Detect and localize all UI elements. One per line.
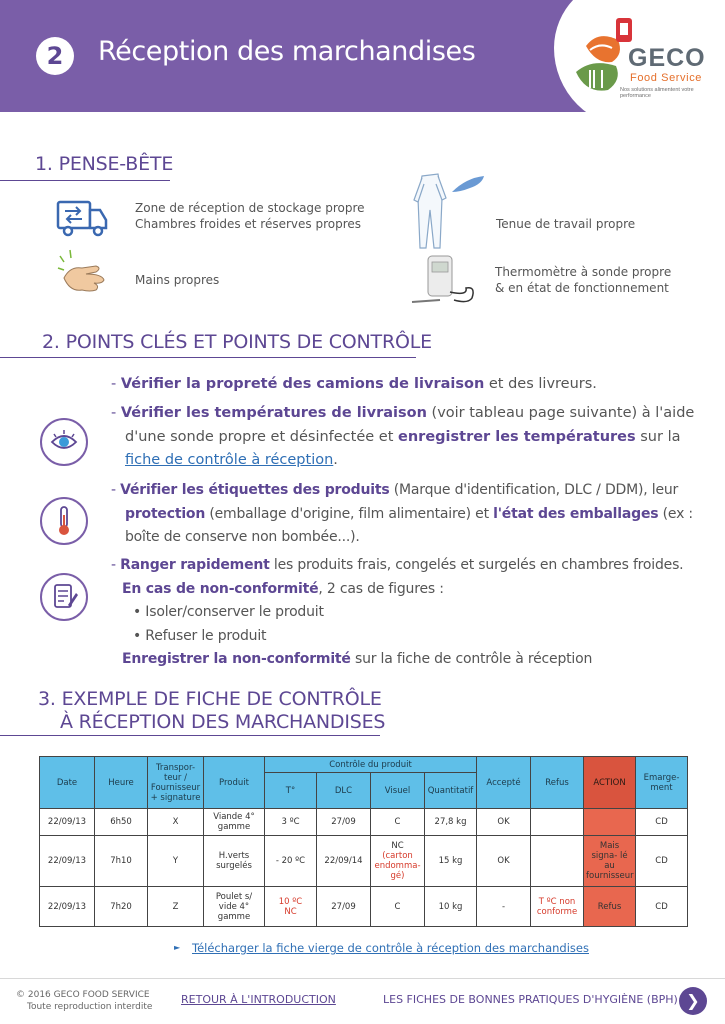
work-clothes-icon	[412, 170, 488, 250]
key-point-trucks: - Vérifier la propreté des camions de livraison et des livreurs.	[111, 376, 597, 392]
key-point-temperatures: - Vérifier les températures de livraison (voir tableau page suivante) à l'aide d'une sonde propre et désinfectée et enregistrer les températures sur la fiche de contrôle à réception.	[111, 405, 695, 468]
back-to-intro-link[interactable]: RETOUR À L'INTRODUCTION	[181, 993, 336, 1006]
logo-tagline: Nos solutions alimentent votre performance	[620, 87, 694, 99]
section-3-underline	[0, 735, 380, 736]
section-1-title: 1. PENSE-BÊTE	[35, 153, 174, 175]
footer-divider	[0, 978, 725, 979]
reception-control-table	[39, 756, 688, 927]
reminder-thermometer: Thermomètre à sonde propre & en état de fonctionnement	[495, 265, 672, 295]
key-point-labels: - Vérifier les étiquettes des produits (Marque d'identification, DLC / DDM), leur protection (emballage d'origine, film alimentaire) et l'état des emballages (ex : boîte de conserve non bombée...).	[111, 482, 693, 545]
table-row: 22/09/13 6h50 X Viande 4° gamme 3 ºC 27/09 C 27,8 kg OK CD	[40, 809, 688, 836]
footer-series-title: LES FICHES DE BONNES PRATIQUES D'HYGIÈNE (BPH)	[383, 993, 678, 1006]
logo-name: GECO	[628, 44, 706, 72]
col-action: ACTION	[584, 757, 636, 809]
next-page-button[interactable]	[679, 987, 707, 1015]
checklist-clipboard-icon	[40, 573, 88, 621]
col-date: Date	[40, 757, 95, 809]
control-sheet-link[interactable]: fiche de contrôle à réception	[125, 452, 334, 468]
reminder-work-clothes: Tenue de travail propre	[496, 217, 636, 231]
table-row: 22/09/13 7h20 Z Poulet s/ vide 4° gamme 10 ºC NC 27/09 C 10 kg - T ºC non conforme Refus CD	[40, 887, 688, 927]
col-temp: T°	[265, 773, 317, 809]
reminder-clean-hands: Mains propres	[135, 273, 220, 287]
key-point-storage: - Ranger rapidement les produits frais, congelés et surgelés en chambres froides. En cas de non-conformité, 2 cas de figures : • Isoler/conserver le produit • Refuser le produit Enregistrer la non-conformité sur la fiche de contrôle à réception	[111, 557, 684, 667]
col-controle: Contrôle du produit	[265, 757, 477, 773]
download-arrow-icon: ►	[174, 943, 181, 952]
clean-hands-icon	[56, 248, 112, 300]
col-heure: Heure	[95, 757, 148, 809]
delivery-truck-icon	[56, 198, 108, 238]
col-dlc: DLC	[317, 773, 371, 809]
col-refus: Refus	[531, 757, 584, 809]
chevron-right-icon: ❯	[686, 991, 700, 1010]
table-row: 22/09/13 7h10 Y H.verts surgelés - 20 ºC 22/09/14 NC (carton endomma- gé) 15 kg OK Mais signa- lé au fournisseur CD	[40, 836, 688, 887]
col-produit: Produit	[204, 757, 265, 809]
section-2-underline	[0, 357, 416, 358]
section-1-underline	[0, 180, 170, 181]
col-quantitatif: Quantitatif	[425, 773, 477, 809]
inspection-eye-icon	[40, 418, 88, 466]
col-emargement: Emarge- ment	[636, 757, 688, 809]
probe-thermometer-icon	[410, 252, 482, 308]
col-transporteur: Transpor- teur / Fournisseur + signature	[148, 757, 204, 809]
section-number-badge: 2	[36, 37, 74, 75]
col-accepte: Accepté	[477, 757, 531, 809]
thermometer-icon	[40, 497, 88, 545]
section-2-title: 2. POINTS CLÉS ET POINTS DE CONTRÔLE	[42, 331, 432, 353]
download-blank-sheet-link[interactable]: Télécharger la fiche vierge de contrôle à réception des marchandises	[192, 941, 589, 955]
section-3-title: 3. EXEMPLE DE FICHE DE CONTRÔLE À RÉCEPTION DES MARCHANDISES	[38, 688, 386, 733]
footer-rights: Toute reproduction interdite	[27, 1002, 153, 1012]
col-visuel: Visuel	[371, 773, 425, 809]
page-title: Réception des marchandises	[98, 36, 476, 67]
logo-subtitle: Food Service	[630, 72, 703, 84]
reminder-reception-zone: Zone de réception de stockage propre Chambres froides et réserves propres	[135, 201, 365, 231]
footer-copyright: © 2016 GECO FOOD SERVICE	[16, 990, 150, 1000]
